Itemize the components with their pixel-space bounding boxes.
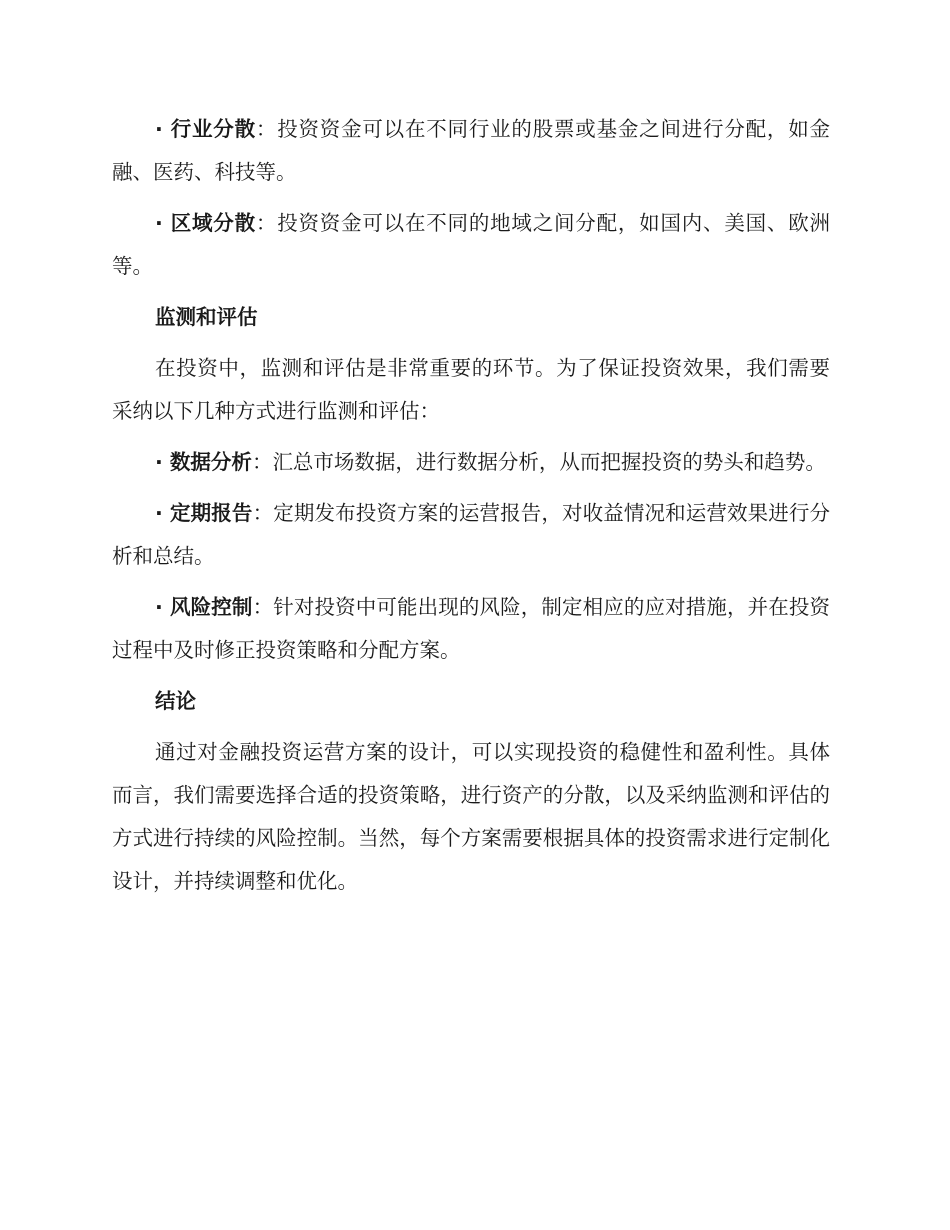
section-heading-conclusion: 结论 bbox=[155, 689, 196, 713]
bullet-text: 投资资金可以在不同的地域之间分配，如国内、美国、欧洲等。 bbox=[112, 211, 830, 278]
bullet-term: · 区域分散 bbox=[155, 211, 256, 235]
monitoring-intro-paragraph: 在投资中，监测和评估是非常重要的环节。为了保证投资效果，我们需要采纳以下几种方式进行监测和评估： bbox=[112, 356, 830, 423]
bullet-periodic-report bbox=[112, 492, 830, 578]
conclusion-paragraph: 通过对金融投资运营方案的设计，可以实现投资的稳健性和盈利性。具体而言，我们需要选择合适的投资策略，进行资产的分散，以及采纳监测和评估的方式进行持续的风险控制。当然，每个方案需要根据具体的投资需求进行定制化设计，并持续调整和优化。 bbox=[112, 740, 830, 893]
bullet-separator: ： bbox=[252, 501, 274, 525]
bullet-risk-control bbox=[112, 586, 830, 672]
section-heading-monitoring: 监测和评估 bbox=[155, 305, 258, 329]
bullet-term: · 定期报告 bbox=[155, 501, 253, 525]
bullet-regional-diversification bbox=[112, 202, 830, 288]
bullet-text: 汇总市场数据，进行数据分析，从而把握投资的势头和趋势。 bbox=[272, 450, 826, 474]
bullet-term: · 风险控制 bbox=[155, 595, 253, 619]
bullet-industry-diversification bbox=[112, 108, 830, 194]
bullet-text: 定期发布投资方案的运营报告，对收益情况和运营效果进行分析和总结。 bbox=[112, 501, 831, 568]
bullet-term: · 行业分散 bbox=[155, 117, 256, 141]
bullet-separator: ： bbox=[255, 211, 278, 235]
bullet-separator: ： bbox=[252, 595, 274, 619]
bullet-data-analysis bbox=[112, 441, 830, 484]
bullet-separator: ： bbox=[255, 117, 278, 141]
bullet-separator: ： bbox=[251, 450, 273, 474]
bullet-text: 针对投资中可能出现的风险，制定相应的应对措施，并在投资过程中及时修正投资策略和分配方案。 bbox=[112, 595, 831, 662]
bullet-text: 投资资金可以在不同行业的股票或基金之间进行分配，如金融、医药、科技等。 bbox=[112, 117, 830, 184]
bullet-term: · 数据分析 bbox=[155, 450, 252, 474]
document-page bbox=[112, 108, 830, 911]
